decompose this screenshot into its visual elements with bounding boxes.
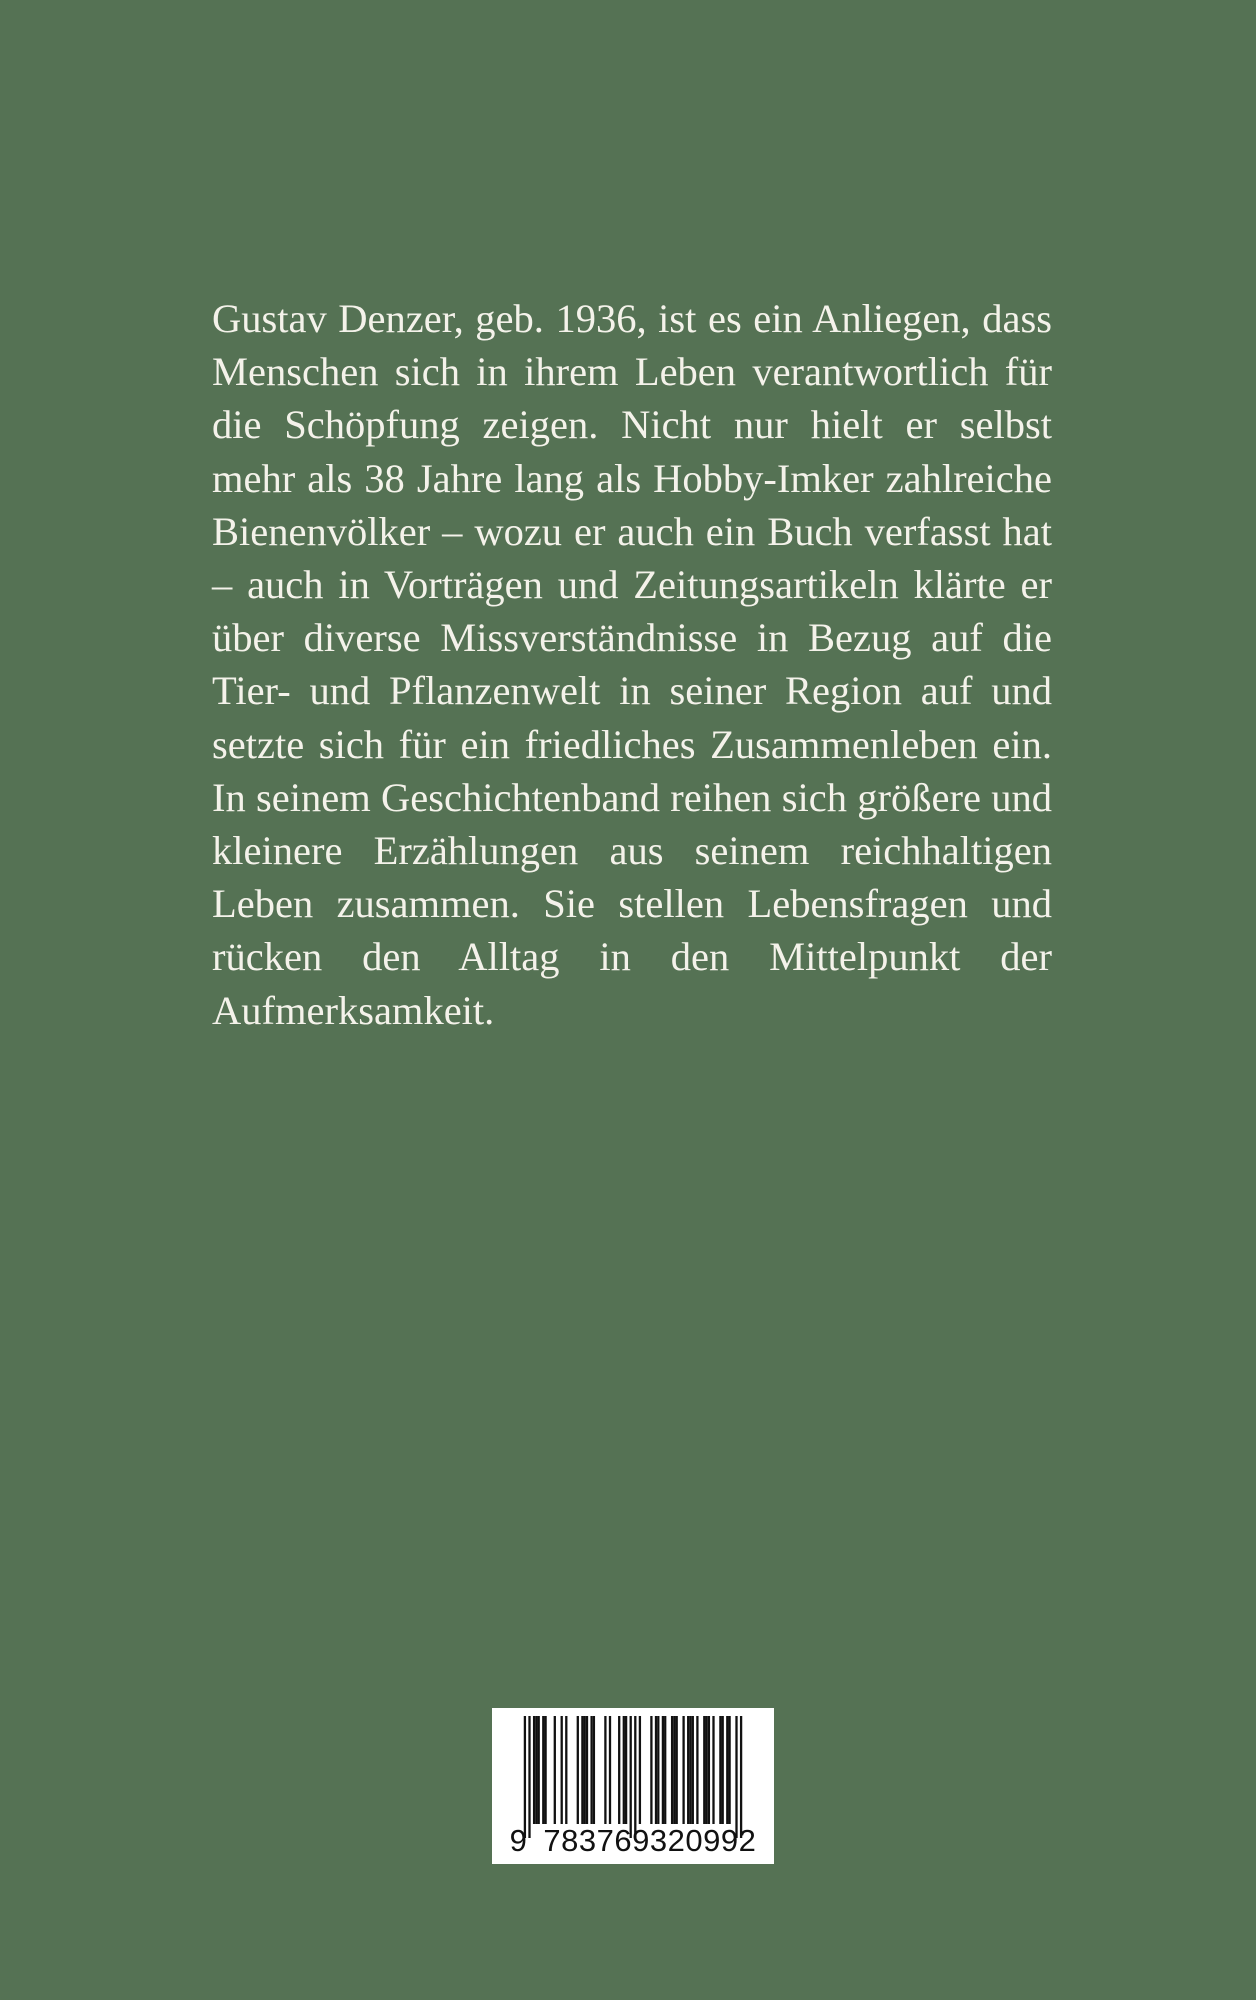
barcode-bar (673, 1716, 675, 1824)
barcode-bar (618, 1716, 620, 1824)
barcode-bar (590, 1716, 592, 1824)
barcode-bar (554, 1716, 556, 1824)
barcode-bar (593, 1716, 595, 1824)
isbn-digit-groups: 783769320992 (543, 1823, 757, 1858)
barcode-bar (625, 1716, 627, 1824)
barcode-bar (584, 1716, 586, 1824)
barcode-bar (696, 1716, 698, 1824)
barcode-guard-bar (735, 1716, 737, 1838)
barcode-bar (719, 1716, 721, 1824)
barcode-bar (586, 1716, 588, 1824)
barcode-bar (692, 1716, 694, 1824)
barcode-guard-bar (630, 1716, 632, 1838)
barcode-bar (728, 1716, 730, 1824)
barcode-guard-bar (528, 1716, 530, 1838)
barcode-bar (703, 1716, 705, 1824)
barcode-bar (682, 1716, 684, 1824)
barcode-bar (662, 1716, 664, 1824)
barcode-bar (655, 1716, 657, 1824)
barcode-bar (722, 1716, 724, 1824)
barcode-guard-bar (740, 1716, 742, 1838)
isbn-barcode (492, 1708, 774, 1864)
barcode-bar (544, 1716, 546, 1824)
barcode-bar (671, 1716, 673, 1824)
barcode-bar (712, 1716, 714, 1824)
barcode-bar (623, 1716, 625, 1824)
barcode-bar (657, 1716, 659, 1824)
barcode-bar (639, 1716, 641, 1824)
barcode-bar (538, 1716, 540, 1824)
isbn-number (492, 1822, 774, 1860)
barcode-bar (577, 1716, 579, 1824)
barcode-bar (676, 1716, 678, 1824)
barcode-guard-bar (634, 1716, 636, 1838)
barcode-bar (609, 1716, 611, 1824)
barcode-bar (689, 1716, 691, 1824)
barcode-bar (561, 1716, 563, 1824)
barcode-bar (533, 1716, 535, 1824)
barcode-bar (565, 1716, 567, 1824)
barcode-bar (664, 1716, 666, 1824)
barcode-bar (650, 1716, 652, 1824)
barcode-guard-bar (524, 1716, 526, 1838)
isbn-lead-digit: 9 (509, 1823, 528, 1858)
barcode-bar (542, 1716, 544, 1824)
barcode-bar (581, 1716, 583, 1824)
barcode-bar (535, 1716, 537, 1824)
barcode-bar (708, 1716, 710, 1824)
barcode-bar (726, 1716, 728, 1824)
barcode-bar (687, 1716, 689, 1824)
author-blurb: Gustav Denzer, geb. 1936, ist es ein Anliegen, dass Menschen sich in ihrem Leben verantwortlich für die Schöpfung zeigen. Nicht nur hielt er selbst mehr als 38 Jahre lang als Hobby-Imker zahlreiche Bienenvölker – wozu er auch ein Buch verfasst hat – auch in Vorträgen und Zeitungsartikeln klärte er über diverse Missverständnisse in Bezug auf die Tier- und Pflanzenwelt in seiner Region auf und setzte sich für ein friedliches Zusammenleben ein. In seinem Geschichtenband reihen sich größere und kleinere Erzählungen aus seinem reichhaltigen Leben zusammen. Sie stellen Lebensfragen und rücken den Alltag in den Mittelpunkt der Aufmerksamkeit. (212, 296, 1052, 1033)
barcode-bar (604, 1716, 606, 1824)
barcode-bar (705, 1716, 707, 1824)
